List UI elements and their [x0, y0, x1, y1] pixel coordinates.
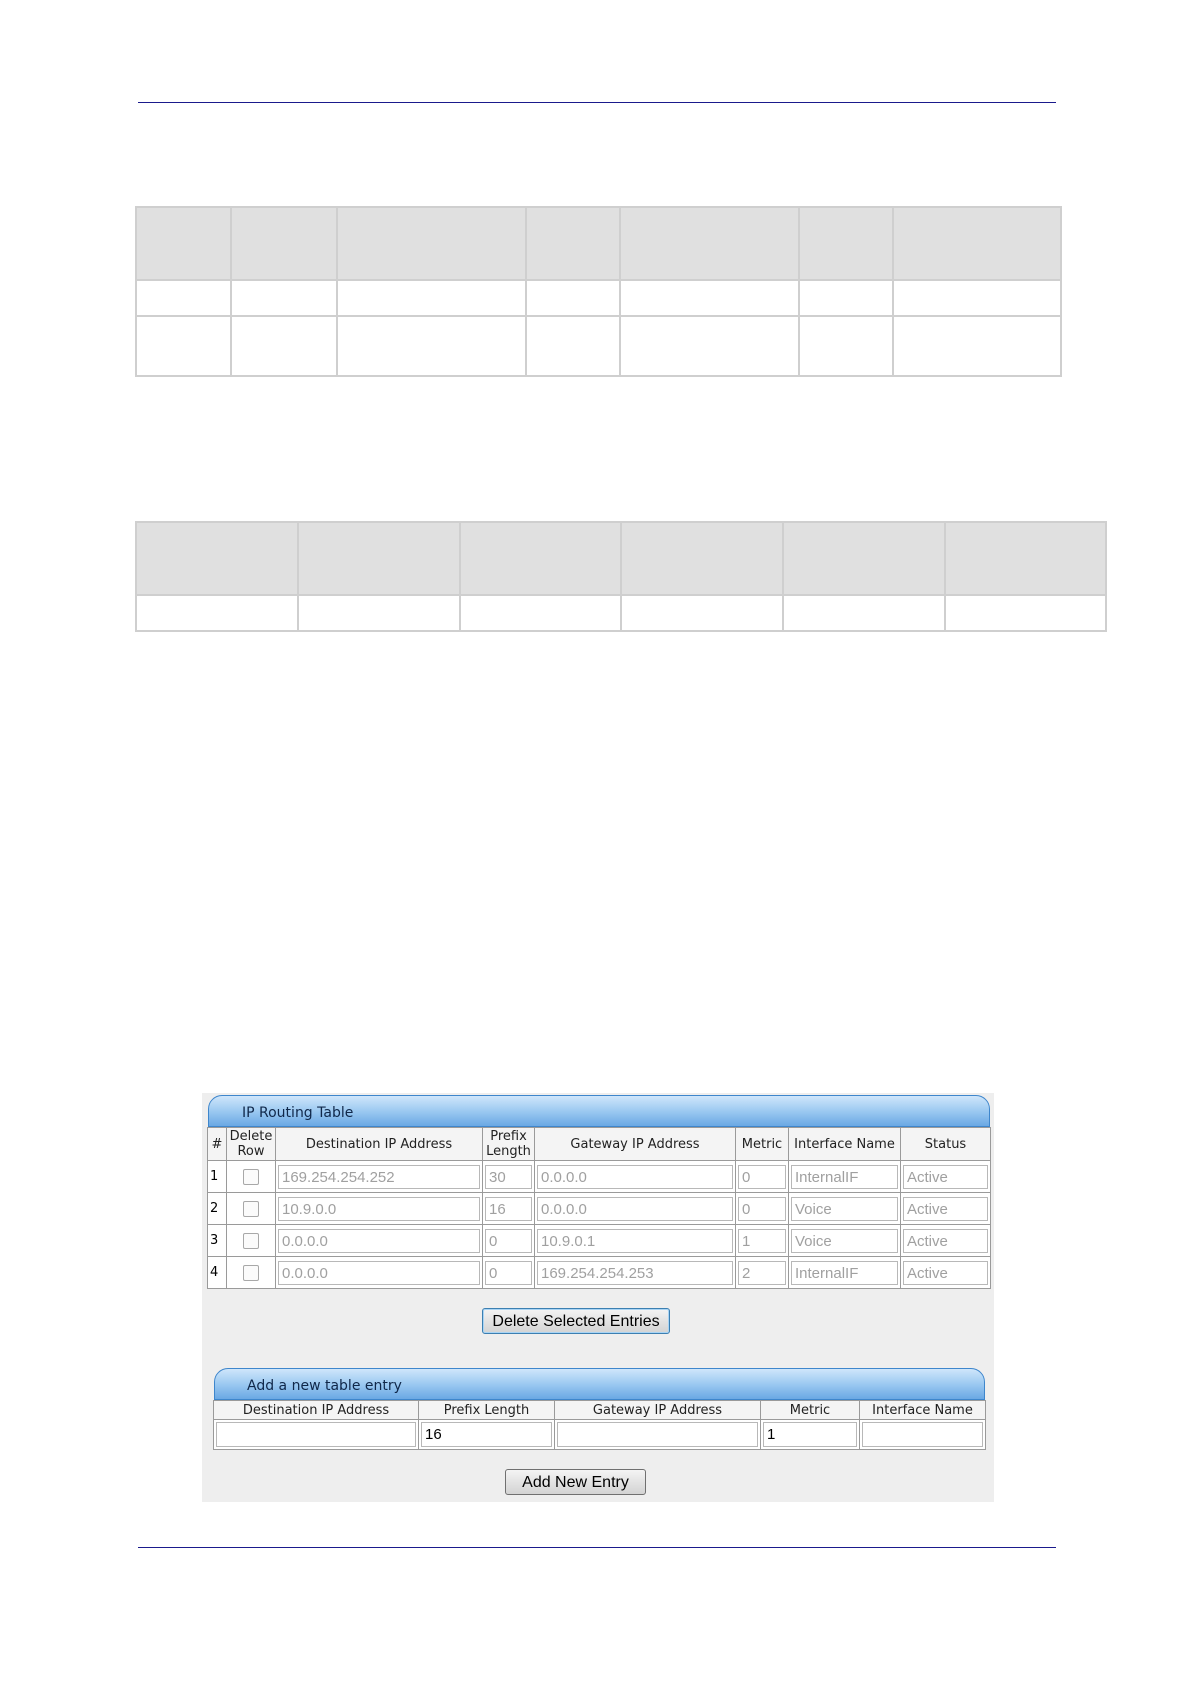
interface-name-field[interactable]: Voice	[791, 1229, 898, 1253]
status-field[interactable]: Active	[903, 1165, 988, 1189]
status-cell	[901, 1161, 991, 1193]
status-field[interactable]: Active	[903, 1197, 988, 1221]
status-cell	[901, 1257, 991, 1289]
destination-ip-field[interactable]: 10.9.0.0	[278, 1197, 480, 1221]
prefix-length-field[interactable]: 0	[485, 1229, 532, 1253]
col-header-metric: Metric	[761, 1401, 860, 1420]
delete-row-checkbox[interactable]	[243, 1201, 259, 1217]
prefix-length-field[interactable]: 30	[485, 1165, 532, 1189]
doc-table-2	[135, 521, 1107, 632]
delete-row-checkbox[interactable]	[243, 1265, 259, 1281]
row-number: 2	[208, 1193, 227, 1225]
metric-field[interactable]: 1	[738, 1229, 786, 1253]
col-header-delete-row: Delete Row	[227, 1128, 276, 1161]
interface-cell	[789, 1225, 901, 1257]
gateway-cell	[535, 1193, 736, 1225]
delete-row-cell	[227, 1257, 276, 1289]
add-new-entry-title: Add a new table entry	[214, 1368, 985, 1400]
ip-routing-screenshot	[202, 1093, 994, 1502]
prefix-length-field[interactable]: 0	[485, 1261, 532, 1285]
delete-row-cell	[227, 1161, 276, 1193]
status-cell	[901, 1193, 991, 1225]
doc-table-2-header-row	[136, 522, 1106, 595]
prefix-cell	[483, 1193, 535, 1225]
new-destination-cell	[214, 1420, 419, 1450]
destination-cell	[276, 1193, 483, 1225]
interface-cell	[789, 1193, 901, 1225]
new-metric-cell	[761, 1420, 860, 1450]
col-header-gateway-ip: Gateway IP Address	[535, 1128, 736, 1161]
gateway-ip-field[interactable]: 0.0.0.0	[537, 1197, 733, 1221]
new-entry-row	[214, 1420, 986, 1450]
doc-table-2-row	[136, 595, 1106, 631]
destination-ip-field[interactable]: 0.0.0.0	[278, 1229, 480, 1253]
metric-cell	[736, 1225, 789, 1257]
destination-ip-field[interactable]: 169.254.254.252	[278, 1165, 480, 1189]
metric-cell	[736, 1161, 789, 1193]
destination-cell	[276, 1257, 483, 1289]
new-gateway-ip-input[interactable]	[557, 1422, 758, 1447]
metric-field[interactable]: 0	[738, 1165, 786, 1189]
doc-table-1-header-row	[136, 207, 1061, 280]
gateway-ip-field[interactable]: 169.254.254.253	[537, 1261, 733, 1285]
footer-rule	[138, 1547, 1056, 1548]
metric-cell	[736, 1193, 789, 1225]
destination-cell	[276, 1161, 483, 1193]
table-row	[208, 1257, 991, 1289]
delete-selected-entries-button[interactable]: Delete Selected Entries	[482, 1308, 670, 1334]
status-cell	[901, 1225, 991, 1257]
table-row	[208, 1225, 991, 1257]
gateway-ip-field[interactable]: 0.0.0.0	[537, 1165, 733, 1189]
destination-cell	[276, 1225, 483, 1257]
col-header-num: #	[208, 1128, 227, 1161]
metric-cell	[736, 1257, 789, 1289]
col-header-interface-name: Interface Name	[789, 1128, 901, 1161]
new-prefix-cell	[419, 1420, 555, 1450]
row-number: 1	[208, 1161, 227, 1193]
metric-field[interactable]: 2	[738, 1261, 786, 1285]
gateway-ip-field[interactable]: 10.9.0.1	[537, 1229, 733, 1253]
prefix-cell	[483, 1257, 535, 1289]
gateway-cell	[535, 1225, 736, 1257]
new-destination-ip-input[interactable]	[216, 1422, 416, 1447]
destination-ip-field[interactable]: 0.0.0.0	[278, 1261, 480, 1285]
interface-cell	[789, 1161, 901, 1193]
row-number: 4	[208, 1257, 227, 1289]
delete-row-checkbox[interactable]	[243, 1169, 259, 1185]
col-header-status: Status	[901, 1128, 991, 1161]
interface-name-field[interactable]: InternalIF	[791, 1261, 898, 1285]
row-number: 3	[208, 1225, 227, 1257]
col-header-destination-ip: Destination IP Address	[214, 1401, 419, 1420]
status-field[interactable]: Active	[903, 1229, 988, 1253]
interface-name-field[interactable]: InternalIF	[791, 1165, 898, 1189]
delete-row-cell	[227, 1225, 276, 1257]
delete-row-checkbox[interactable]	[243, 1233, 259, 1249]
col-header-prefix-length: Prefix Length	[483, 1128, 535, 1161]
col-header-destination-ip: Destination IP Address	[276, 1128, 483, 1161]
prefix-cell	[483, 1225, 535, 1257]
col-header-gateway-ip: Gateway IP Address	[555, 1401, 761, 1420]
ip-routing-table-title: IP Routing Table	[208, 1095, 990, 1127]
status-field[interactable]: Active	[903, 1261, 988, 1285]
ip-routing-table	[207, 1127, 991, 1289]
new-entry-header	[214, 1401, 986, 1420]
gateway-cell	[535, 1257, 736, 1289]
prefix-length-field[interactable]: 16	[485, 1197, 532, 1221]
doc-table-1-row	[136, 280, 1061, 316]
table-row	[208, 1161, 991, 1193]
add-new-entry-button[interactable]: Add New Entry	[505, 1469, 646, 1495]
table-row	[208, 1193, 991, 1225]
routing-table-header	[208, 1128, 991, 1161]
delete-row-cell	[227, 1193, 276, 1225]
new-gateway-cell	[555, 1420, 761, 1450]
prefix-cell	[483, 1161, 535, 1193]
new-prefix-length-input[interactable]: 16	[421, 1422, 552, 1447]
new-interface-name-input[interactable]	[862, 1422, 983, 1447]
doc-table-1	[135, 206, 1062, 377]
new-interface-cell	[860, 1420, 986, 1450]
interface-name-field[interactable]: Voice	[791, 1197, 898, 1221]
header-rule	[138, 102, 1056, 103]
col-header-interface-name: Interface Name	[860, 1401, 986, 1420]
new-entry-table	[213, 1400, 986, 1450]
gateway-cell	[535, 1161, 736, 1193]
col-header-metric: Metric	[736, 1128, 789, 1161]
col-header-prefix-length: Prefix Length	[419, 1401, 555, 1420]
metric-field[interactable]: 0	[738, 1197, 786, 1221]
new-metric-input[interactable]: 1	[763, 1422, 857, 1447]
doc-table-1-row	[136, 316, 1061, 376]
interface-cell	[789, 1257, 901, 1289]
